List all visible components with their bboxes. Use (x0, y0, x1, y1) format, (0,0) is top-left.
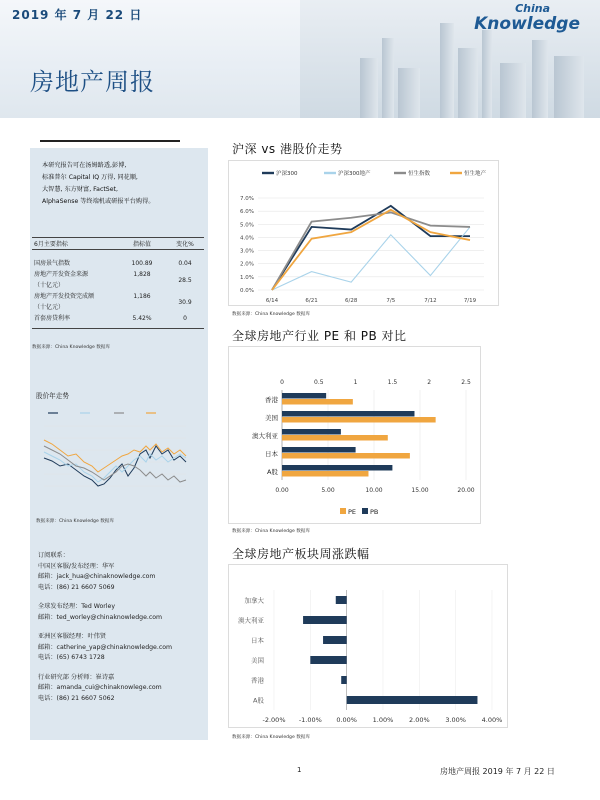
category-label: 美国 (251, 656, 264, 665)
legend-swatch-pb (362, 508, 368, 514)
category-label: A股 (253, 696, 264, 705)
contact-info (38, 551, 208, 713)
report-date: 2019 年 7 月 22 日 (12, 8, 143, 22)
y-tick-label: 4.0% (240, 235, 254, 242)
pb-axis-tick: 0.5 (314, 379, 324, 386)
section-source: 数据来源：China Knowledge 数据库 (232, 735, 311, 740)
pb-bar (282, 393, 326, 399)
page-number: 1 (297, 766, 302, 774)
intro-line: 标准普尔 Capital IQ 万得, 同花顺, (42, 174, 138, 181)
report-header (0, 0, 600, 118)
col-header-indicator: 6月主要指标 (34, 241, 68, 248)
table-row (32, 277, 204, 291)
y-tick-label: 2.0% (240, 261, 254, 268)
legend-label-pb: PB (370, 508, 379, 516)
page-title: 房地产周报 (30, 68, 155, 96)
pb-axis-tick: 1.5 (387, 379, 398, 386)
row-value: 1,828 (133, 271, 151, 278)
row-name: 国房景气指数 (34, 260, 71, 267)
contact-email[interactable]: 邮箱：jack_hua@chinaknowledge.com (38, 573, 156, 580)
contact-group (38, 673, 208, 705)
contact-line: 行业研究部 分析师：崔诗嘉 (38, 673, 115, 681)
category-label: 日本 (251, 636, 264, 645)
x-tick-label: -2.00% (262, 716, 286, 724)
bar-chart-weekly-change (228, 564, 508, 728)
stock-yearly-mini-chart (36, 406, 192, 508)
x-tick-label: -1.00% (298, 716, 322, 724)
change-bar (303, 616, 347, 624)
col-header-value: 指标值 (132, 241, 151, 248)
legend-label-pe: PE (348, 508, 357, 516)
pb-bar (282, 411, 414, 417)
category-label: 加拿大 (244, 596, 264, 605)
pb-bar (282, 429, 341, 435)
pe-axis-tick: 0.00 (275, 487, 289, 494)
section-source: 数据来源：China Knowledge 数据库 (232, 529, 311, 534)
pb-axis-tick: 0 (280, 379, 284, 386)
row-change: 0.04 (178, 260, 192, 267)
pe-axis-tick: 20.00 (457, 487, 475, 494)
y-tick-label: 0.0% (240, 288, 254, 294)
series-line (272, 206, 470, 290)
pb-axis-tick: 2 (427, 379, 432, 386)
y-tick-label: 1.0% (240, 274, 254, 281)
legend-label: 沪深300地产 (338, 171, 371, 177)
x-tick-label: 2.00% (409, 716, 430, 724)
logo-top-text: China (515, 2, 550, 15)
pe-axis-tick: 10.00 (365, 487, 383, 494)
table-row (32, 299, 204, 313)
contact-email[interactable]: 邮箱：ted_worley@chinaknowledge.com (38, 613, 163, 621)
category-label: A股 (267, 468, 278, 476)
x-tick-label: 6/21 (305, 298, 318, 304)
change-bar (336, 596, 347, 604)
row-change: 28.5 (178, 277, 192, 284)
row-name: （十亿元） (34, 304, 65, 311)
change-bar (310, 656, 346, 664)
contact-group (38, 602, 208, 623)
row-name: 首套房贷利率 (34, 315, 71, 322)
category-label: 澳大利亚 (238, 616, 264, 625)
x-tick-label: 3.00% (445, 716, 466, 724)
row-name: 房地产开发资金来源 (34, 271, 89, 278)
change-bar (323, 636, 347, 644)
contact-email[interactable]: 邮箱：catherine_yap@chinaknowledge.com (38, 643, 173, 651)
legend-label: 恒生地产 (464, 171, 487, 177)
contact-line: 中国区客服/发布经理：华军 (38, 562, 115, 570)
y-tick-label: 5.0% (240, 222, 254, 229)
category-label: 美国 (265, 414, 278, 422)
table-row (32, 258, 204, 269)
row-name: （十亿元） (34, 282, 65, 289)
legend-swatch-pe (340, 508, 346, 514)
row-value: 5.42% (132, 315, 152, 322)
mini-series-hs300-property (44, 452, 186, 482)
footer-title: 房地产周报 2019 年 7 月 22 日 (440, 767, 555, 776)
change-bar (341, 676, 346, 684)
y-tick-label: 7.0% (240, 196, 254, 202)
section-title-stock-trend: 沪深 vs 港股价走势 (232, 142, 343, 156)
x-tick-label: 1.00% (372, 716, 394, 724)
table-row (32, 313, 204, 324)
contact-line: 电话：(86) 21 6607 5069 (38, 583, 115, 591)
section-source: 数据来源：China Knowledge 数据库 (232, 312, 311, 317)
pe-bar (282, 435, 388, 441)
pe-axis-tick: 5.00 (321, 487, 335, 494)
intro-line: AlphaSense 等终端机或研报平台购得。 (42, 198, 155, 205)
category-label: 香港 (251, 676, 264, 685)
y-tick-label: 6.0% (240, 209, 254, 216)
indicator-table (32, 237, 204, 350)
row-value: 1,186 (133, 293, 151, 300)
x-tick-label: 7/19 (463, 298, 477, 304)
section-title-pe-pb: 全球房地产行业 PE 和 PB 对比 (232, 329, 407, 343)
mini-series-hs300 (44, 446, 186, 486)
pe-bar (282, 399, 353, 405)
contact-line: 电话：(65) 6743 1728 (38, 654, 105, 661)
pb-axis-tick: 1 (353, 379, 358, 386)
row-name: 房地产开发投资完成额 (34, 293, 95, 300)
mini-chart-source: 数据来源：China Knowledge 数据库 (36, 519, 115, 524)
bar-chart-pe-pb (228, 346, 481, 524)
legend-label: 沪深300 (276, 171, 298, 177)
contact-group (38, 632, 208, 664)
sidebar-intro (42, 160, 202, 208)
row-change: 30.9 (178, 299, 192, 306)
x-tick-label: 6/14 (265, 298, 279, 304)
x-tick-label: 7/12 (424, 298, 437, 304)
y-tick-label: 3.0% (240, 248, 254, 255)
col-header-change: 变化% (176, 241, 194, 248)
pe-bar (282, 453, 410, 459)
table-header (32, 237, 204, 250)
pb-axis-tick: 2.5 (461, 379, 471, 386)
legend-label: 恒生指数 (408, 171, 431, 177)
category-label: 日本 (265, 450, 278, 458)
sidebar-divider (40, 140, 180, 142)
change-bar (347, 696, 478, 704)
table-source: 数据来源：China Knowledge 数据库 (32, 345, 111, 350)
intro-line: 大智慧, 东方财富, FactSet, (42, 186, 118, 193)
pb-bar (282, 465, 392, 471)
mini-chart-title: 股价年走势 (36, 392, 69, 400)
contact-line: 电话：(86) 21 6607 5062 (38, 694, 115, 702)
contact-heading: 订阅联系： (38, 552, 69, 559)
logo-main-text: Knowledge (474, 14, 580, 34)
pe-bar (282, 471, 368, 477)
line-chart-stock-trend (228, 160, 499, 306)
category-label: 澳大利亚 (252, 432, 278, 440)
x-tick-label: 7/5 (386, 298, 396, 304)
category-label: 香港 (265, 396, 278, 404)
row-change: 0 (183, 315, 187, 322)
pb-bar (282, 447, 356, 453)
pe-axis-tick: 15.00 (411, 487, 429, 494)
row-value: 100.89 (131, 260, 153, 267)
section-title-weekly-change: 全球房地产板块周涨跌幅 (232, 547, 370, 561)
contact-email[interactable]: 邮箱：amanda_cui@chinaknowlege.com (38, 684, 162, 691)
x-tick-label: 0.00% (336, 716, 357, 724)
intro-line: 本研究报告可在汤姆路透,彭博, (42, 162, 127, 169)
x-tick-label: 6/28 (345, 298, 358, 304)
pe-bar (282, 417, 436, 423)
contact-line: 亚洲区客服经理：叶伟贤 (38, 633, 107, 640)
contact-line: 全球发布经理：Ted Worley (38, 603, 116, 610)
x-tick-label: 4.00% (481, 716, 503, 724)
series-line (272, 210, 470, 290)
contact-group (38, 551, 208, 593)
